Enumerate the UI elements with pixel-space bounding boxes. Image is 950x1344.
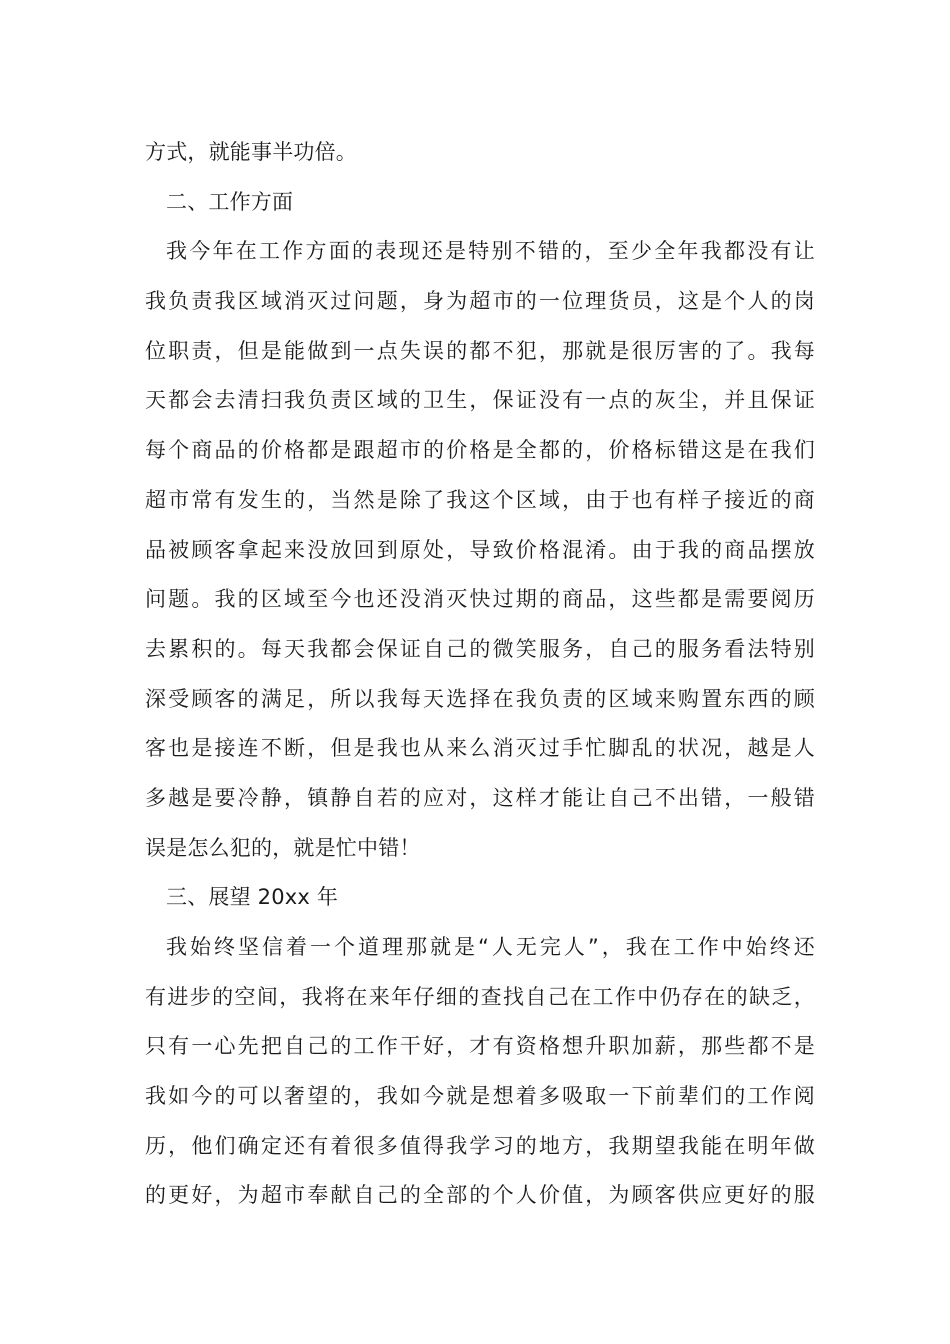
text-line: 我如今的可以奢望的，我如今就是想着多吸取一下前辈们的工作阅 [145, 1084, 815, 1109]
text-line: 天都会去清扫我负责区域的卫生，保证没有一点的灰尘，并且保证 [145, 388, 815, 413]
text-line: 深受顾客的满足，所以我每天选择在我负责的区域来购置东西的顾 [145, 686, 815, 711]
text-line: 位职责，但是能做到一点失误的都不犯，那就是很厉害的了。我每 [145, 338, 815, 363]
text-line: 只有一心先把自己的工作干好，才有资格想升职加薪，那些都不是 [145, 1034, 815, 1059]
text-line: 每个商品的价格都是跟超市的价格是全都的，价格标错这是在我们 [145, 438, 815, 463]
text-line: 误是怎么犯的，就是忙中错！ [145, 835, 421, 860]
text-line: 品被顾客拿起来没放回到原处，导致价格混淆。由于我的商品摆放 [145, 537, 815, 562]
text-line: 我始终坚信着一个道理那就是“人无完人”，我在工作中始终还 [166, 935, 815, 959]
text-line: 问题。我的区域至今也还没消灭快过期的商品，这些都是需要阅历 [145, 587, 815, 612]
section-heading: 三、展望 20xx 年 [166, 885, 339, 910]
text-line: 历，他们确定还有着很多值得我学习的地方，我期望我能在明年做 [145, 1133, 815, 1158]
section-heading: 二、工作方面 [166, 189, 294, 214]
text-line: 的更好，为超市奉献自己的全部的个人价值，为顾客供应更好的服 [145, 1183, 815, 1208]
text-line: 超市常有发生的，当然是除了我这个区域，由于也有样子接近的商 [145, 487, 815, 512]
text-line: 去累积的。每天我都会保证自己的微笑服务，自己的服务看法特别 [145, 636, 815, 661]
text-line: 方式，就能事半功倍。 [145, 140, 357, 164]
text-line: 多越是要冷静，镇静自若的应对，这样才能让自己不出错，一般错 [145, 785, 815, 810]
text-line: 客也是接连不断，但是我也从来么消灭过手忙脚乱的状况，越是人 [145, 736, 815, 761]
document-body [145, 128, 815, 1221]
text-line: 我今年在工作方面的表现还是特别不错的，至少全年我都没有让 [166, 239, 815, 264]
text-line: 有进步的空间，我将在来年仔细的查找自己在工作中仍存在的缺乏， [145, 984, 815, 1009]
text-line: 我负责我区域消灭过问题，身为超市的一位理货员，这是个人的岗 [145, 289, 815, 314]
